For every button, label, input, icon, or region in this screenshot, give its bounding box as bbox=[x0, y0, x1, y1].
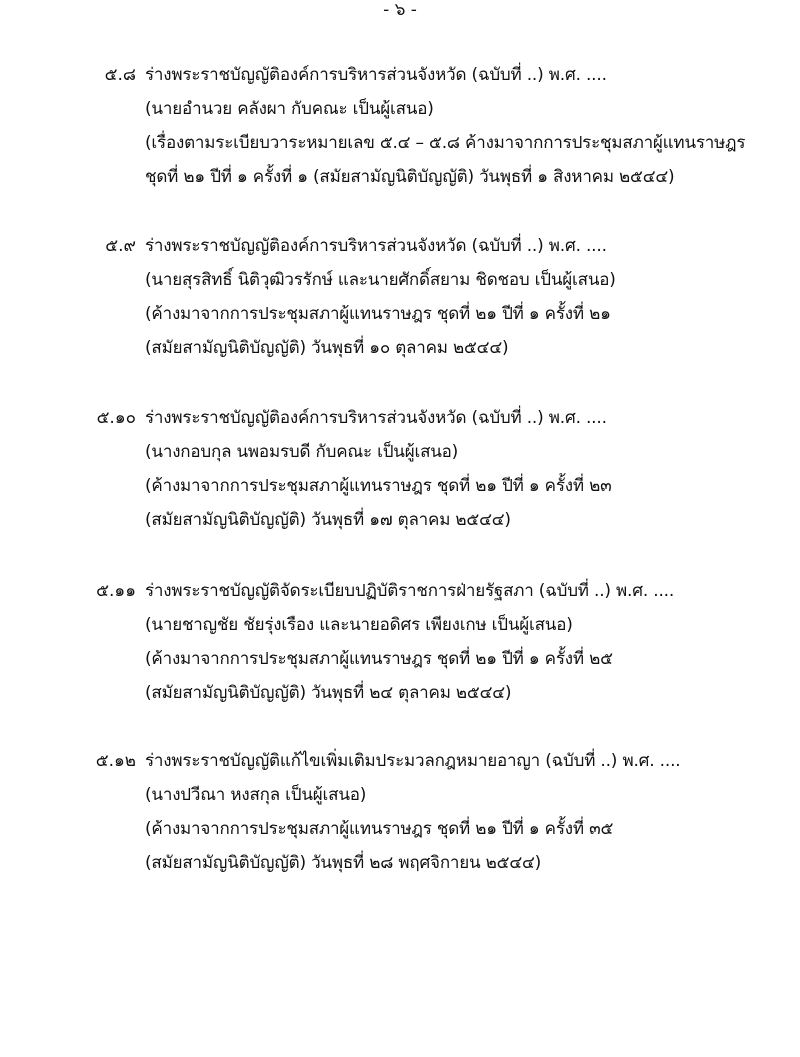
agenda-item-number: ๕.๑๐ bbox=[96, 408, 136, 428]
page-number: - ๖ - bbox=[383, 0, 417, 20]
pending-note-line: (ค้างมาจากการประชุมสภาผู้แทนราษฎร ชุดที่ ๒๑ ปีที่ ๑ ครั้งที่ ๓๕ bbox=[145, 819, 614, 839]
agenda-item-number: ๕.๑๑ bbox=[96, 581, 136, 601]
proposer-line: (นายอำนวย คลังผา กับคณะ เป็นผู้เสนอ) bbox=[145, 99, 434, 119]
proposer-line: (นายชาญชัย ชัยรุ่งเรือง และนายอดิศร เพียงเกษ เป็นผู้เสนอ) bbox=[145, 615, 573, 635]
agenda-item-text bbox=[145, 229, 785, 365]
bill-title: ร่างพระราชบัญญัติองค์การบริหารส่วนจังหวัด (ฉบับที่ ..) พ.ศ. .... bbox=[145, 236, 607, 256]
pending-note-line: (ค้างมาจากการประชุมสภาผู้แทนราษฎร ชุดที่ ๒๑ ปีที่ ๑ ครั้งที่ ๒๕ bbox=[145, 649, 613, 669]
agenda-item-text bbox=[145, 401, 785, 537]
session-date-line: (สมัยสามัญนิติบัญญัติ) วันพุธที่ ๑๐ ตุลาคม ๒๕๔๔) bbox=[145, 338, 509, 358]
bill-title: ร่างพระราชบัญญัติจัดระเบียบปฏิบัติราชการฝ่ายรัฐสภา (ฉบับที่ ..) พ.ศ. .... bbox=[145, 581, 675, 601]
agenda-item-number: ๕.๘ bbox=[104, 65, 136, 85]
proposer-line: (นางปวีณา หงสกุล เป็นผู้เสนอ) bbox=[145, 785, 367, 805]
session-date-line: ชุดที่ ๒๑ ปีที่ ๑ ครั้งที่ ๑ (สมัยสามัญนิติบัญญัติ) วันพุธที่ ๑ สิงหาคม ๒๕๔๔) bbox=[145, 167, 675, 187]
session-date-line: (สมัยสามัญนิติบัญญัติ) วันพุธที่ ๒๔ ตุลาคม ๒๕๔๔) bbox=[145, 683, 512, 703]
session-date-line: (สมัยสามัญนิติบัญญัติ) วันพุธที่ ๑๗ ตุลาคม ๒๕๔๔) bbox=[145, 510, 511, 530]
bill-title: ร่างพระราชบัญญัติแก้ไขเพิ่มเติมประมวลกฎหมายอาญา (ฉบับที่ ..) พ.ศ. .... bbox=[145, 751, 681, 771]
bill-title: ร่างพระราชบัญญัติองค์การบริหารส่วนจังหวัด (ฉบับที่ ..) พ.ศ. .... bbox=[145, 408, 607, 428]
session-date-line: (สมัยสามัญนิติบัญญัติ) วันพุธที่ ๒๘ พฤศจิกายน ๒๕๔๔) bbox=[145, 853, 542, 873]
proposer-line: (นายสุรสิทธิ์ นิติวุฒิวรรักษ์ และนายศักดิ์สยาม ชิดชอบ เป็นผู้เสนอ) bbox=[145, 270, 616, 290]
agenda-item-number: ๕.๙ bbox=[105, 236, 136, 256]
agenda-item-text bbox=[145, 744, 785, 880]
agenda-item-text bbox=[145, 58, 785, 194]
pending-note-line: (ค้างมาจากการประชุมสภาผู้แทนราษฎร ชุดที่ ๒๑ ปีที่ ๑ ครั้งที่ ๒๑ bbox=[145, 304, 611, 324]
agenda-item-number: ๕.๑๒ bbox=[95, 751, 136, 771]
bill-title: ร่างพระราชบัญญัติองค์การบริหารส่วนจังหวัด (ฉบับที่ ..) พ.ศ. .... bbox=[145, 65, 607, 85]
pending-note-line: (ค้างมาจากการประชุมสภาผู้แทนราษฎร ชุดที่ ๒๑ ปีที่ ๑ ครั้งที่ ๒๓ bbox=[145, 476, 612, 496]
pending-note-line: (เรื่องตามระเบียบวาระหมายเลข ๕.๔ – ๕.๘ ค้างมาจากการประชุมสภาผู้แทนราษฎร bbox=[145, 133, 746, 153]
agenda-item-text bbox=[145, 574, 785, 710]
proposer-line: (นางกอบกุล นพอมรบดี กับคณะ เป็นผู้เสนอ) bbox=[145, 442, 459, 462]
